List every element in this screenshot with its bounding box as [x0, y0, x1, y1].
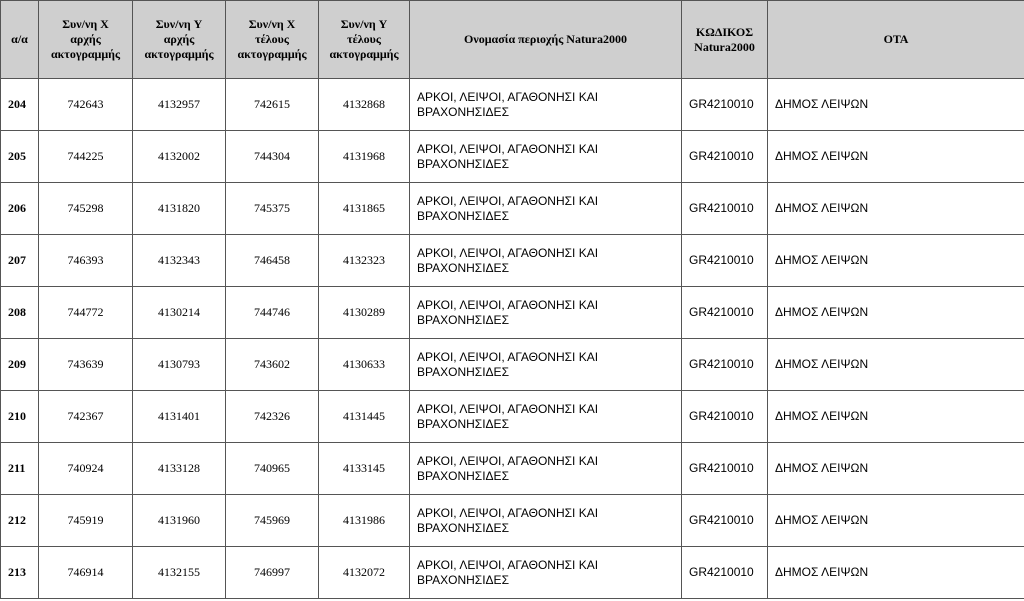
- cell-ota: ΔΗΜΟΣ ΛΕΙΨΩΝ: [768, 495, 1024, 547]
- table-row: [1, 287, 1024, 339]
- cell-x-end: 746997: [226, 547, 319, 599]
- cell-x-start: 744225: [39, 131, 133, 183]
- header-row: [1, 1, 1024, 79]
- cell-aa: 209: [1, 339, 39, 391]
- header-ota: ΟΤΑ: [768, 1, 1024, 79]
- cell-y-start: 4131960: [133, 495, 226, 547]
- cell-y-start: 4132343: [133, 235, 226, 287]
- header-x-start-line-2: αρχής: [70, 32, 101, 46]
- header-y-start-line-2: αρχής: [163, 32, 195, 46]
- header-x-end-line-2: τέλους: [255, 32, 289, 46]
- cell-natura-code: GR4210010: [682, 443, 768, 495]
- table-row: [1, 339, 1024, 391]
- cell-ota: ΔΗΜΟΣ ΛΕΙΨΩΝ: [768, 235, 1024, 287]
- cell-y-end: 4132323: [319, 235, 410, 287]
- cell-natura-name: ΑΡΚΟΙ, ΛΕΙΨΟΙ, ΑΓΑΘΟΝΗΣΙ ΚΑΙ ΒΡΑΧΟΝΗΣΙΔΕΣ: [410, 339, 682, 391]
- cell-y-end: 4133145: [319, 443, 410, 495]
- cell-x-start: 742367: [39, 391, 133, 443]
- cell-y-end: 4131968: [319, 131, 410, 183]
- cell-y-end: 4131865: [319, 183, 410, 235]
- header-code-line-1: ΚΩΔΙΚΟΣ: [695, 24, 754, 39]
- cell-x-end: 740965: [226, 443, 319, 495]
- cell-y-start: 4131401: [133, 391, 226, 443]
- cell-ota: ΔΗΜΟΣ ΛΕΙΨΩΝ: [768, 547, 1024, 599]
- cell-natura-name: ΑΡΚΟΙ, ΛΕΙΨΟΙ, ΑΓΑΘΟΝΗΣΙ ΚΑΙ ΒΡΑΧΟΝΗΣΙΔΕΣ: [410, 79, 682, 131]
- cell-natura-code: GR4210010: [682, 339, 768, 391]
- cell-aa: 206: [1, 183, 39, 235]
- cell-x-start: 746393: [39, 235, 133, 287]
- cell-ota: ΔΗΜΟΣ ΛΕΙΨΩΝ: [768, 79, 1024, 131]
- header-x-end-line-1: Συν/νη X: [248, 17, 296, 31]
- cell-y-end: 4132868: [319, 79, 410, 131]
- table-row: [1, 391, 1024, 443]
- cell-x-start: 746914: [39, 547, 133, 599]
- header-natura-code: [682, 1, 768, 79]
- cell-y-start: 4133128: [133, 443, 226, 495]
- cell-natura-code: GR4210010: [682, 183, 768, 235]
- table-row: [1, 495, 1024, 547]
- header-y-start: [133, 1, 226, 79]
- cell-natura-code: GR4210010: [682, 547, 768, 599]
- cell-natura-code: GR4210010: [682, 391, 768, 443]
- cell-y-end: 4131986: [319, 495, 410, 547]
- cell-aa: 210: [1, 391, 39, 443]
- table-row: [1, 183, 1024, 235]
- cell-x-start: 744772: [39, 287, 133, 339]
- header-natura-name: Ονομασία περιοχής Natura2000: [410, 1, 682, 79]
- cell-aa: 213: [1, 547, 39, 599]
- header-x-start: [39, 1, 133, 79]
- cell-ota: ΔΗΜΟΣ ΛΕΙΨΩΝ: [768, 287, 1024, 339]
- cell-y-start: 4130214: [133, 287, 226, 339]
- header-x-start-line-3: ακτογραμμής: [50, 47, 121, 61]
- cell-aa: 208: [1, 287, 39, 339]
- cell-aa: 204: [1, 79, 39, 131]
- cell-natura-code: GR4210010: [682, 235, 768, 287]
- cell-y-start: 4132957: [133, 79, 226, 131]
- cell-ota: ΔΗΜΟΣ ΛΕΙΨΩΝ: [768, 443, 1024, 495]
- cell-x-end: 743602: [226, 339, 319, 391]
- header-y-end-line-2: τέλους: [347, 32, 381, 46]
- cell-ota: ΔΗΜΟΣ ΛΕΙΨΩΝ: [768, 391, 1024, 443]
- header-y-start-line-3: ακτογραμμής: [144, 47, 214, 61]
- cell-aa: 211: [1, 443, 39, 495]
- cell-natura-name: ΑΡΚΟΙ, ΛΕΙΨΟΙ, ΑΓΑΘΟΝΗΣΙ ΚΑΙ ΒΡΑΧΟΝΗΣΙΔΕΣ: [410, 547, 682, 599]
- cell-natura-code: GR4210010: [682, 495, 768, 547]
- header-code-line-2: Natura2000: [694, 39, 755, 54]
- table-header: [1, 1, 1024, 79]
- cell-x-start: 743639: [39, 339, 133, 391]
- cell-y-end: 4131445: [319, 391, 410, 443]
- header-x-end: [226, 1, 319, 79]
- header-y-end-line-1: Συν/νη Y: [340, 17, 388, 31]
- table-row: [1, 131, 1024, 183]
- cell-x-end: 742326: [226, 391, 319, 443]
- table-row: [1, 443, 1024, 495]
- cell-natura-name: ΑΡΚΟΙ, ΛΕΙΨΟΙ, ΑΓΑΘΟΝΗΣΙ ΚΑΙ ΒΡΑΧΟΝΗΣΙΔΕΣ: [410, 391, 682, 443]
- cell-y-end: 4132072: [319, 547, 410, 599]
- cell-x-end: 746458: [226, 235, 319, 287]
- cell-y-end: 4130289: [319, 287, 410, 339]
- header-y-start-line-1: Συν/νη Y: [155, 17, 203, 31]
- header-y-end-line-3: ακτογραμμής: [329, 47, 399, 61]
- cell-aa: 212: [1, 495, 39, 547]
- cell-natura-code: GR4210010: [682, 287, 768, 339]
- cell-aa: 205: [1, 131, 39, 183]
- header-x-end-line-3: ακτογραμμής: [237, 47, 307, 61]
- cell-natura-name: ΑΡΚΟΙ, ΛΕΙΨΟΙ, ΑΓΑΘΟΝΗΣΙ ΚΑΙ ΒΡΑΧΟΝΗΣΙΔΕΣ: [410, 443, 682, 495]
- header-aa: α/α: [1, 1, 39, 79]
- table-body: [1, 79, 1024, 599]
- cell-aa: 207: [1, 235, 39, 287]
- cell-natura-name: ΑΡΚΟΙ, ΛΕΙΨΟΙ, ΑΓΑΘΟΝΗΣΙ ΚΑΙ ΒΡΑΧΟΝΗΣΙΔΕΣ: [410, 287, 682, 339]
- cell-natura-name: ΑΡΚΟΙ, ΛΕΙΨΟΙ, ΑΓΑΘΟΝΗΣΙ ΚΑΙ ΒΡΑΧΟΝΗΣΙΔΕΣ: [410, 131, 682, 183]
- header-y-end: [319, 1, 410, 79]
- cell-x-end: 742615: [226, 79, 319, 131]
- cell-ota: ΔΗΜΟΣ ΛΕΙΨΩΝ: [768, 183, 1024, 235]
- cell-x-end: 744746: [226, 287, 319, 339]
- table-row: [1, 547, 1024, 599]
- cell-y-start: 4132155: [133, 547, 226, 599]
- cell-y-start: 4130793: [133, 339, 226, 391]
- cell-x-start: 745298: [39, 183, 133, 235]
- cell-x-start: 742643: [39, 79, 133, 131]
- cell-natura-name: ΑΡΚΟΙ, ΛΕΙΨΟΙ, ΑΓΑΘΟΝΗΣΙ ΚΑΙ ΒΡΑΧΟΝΗΣΙΔΕΣ: [410, 183, 682, 235]
- table-row: [1, 235, 1024, 287]
- cell-y-end: 4130633: [319, 339, 410, 391]
- cell-x-start: 745919: [39, 495, 133, 547]
- cell-natura-name: ΑΡΚΟΙ, ΛΕΙΨΟΙ, ΑΓΑΘΟΝΗΣΙ ΚΑΙ ΒΡΑΧΟΝΗΣΙΔΕΣ: [410, 235, 682, 287]
- table-row: [1, 79, 1024, 131]
- cell-ota: ΔΗΜΟΣ ΛΕΙΨΩΝ: [768, 131, 1024, 183]
- cell-x-end: 745969: [226, 495, 319, 547]
- cell-x-start: 740924: [39, 443, 133, 495]
- cell-natura-name: ΑΡΚΟΙ, ΛΕΙΨΟΙ, ΑΓΑΘΟΝΗΣΙ ΚΑΙ ΒΡΑΧΟΝΗΣΙΔΕΣ: [410, 495, 682, 547]
- cell-x-end: 745375: [226, 183, 319, 235]
- cell-x-end: 744304: [226, 131, 319, 183]
- cell-natura-code: GR4210010: [682, 79, 768, 131]
- cell-ota: ΔΗΜΟΣ ΛΕΙΨΩΝ: [768, 339, 1024, 391]
- cell-y-start: 4131820: [133, 183, 226, 235]
- header-x-start-line-1: Συν/νη X: [62, 17, 109, 31]
- cell-y-start: 4132002: [133, 131, 226, 183]
- cell-natura-code: GR4210010: [682, 131, 768, 183]
